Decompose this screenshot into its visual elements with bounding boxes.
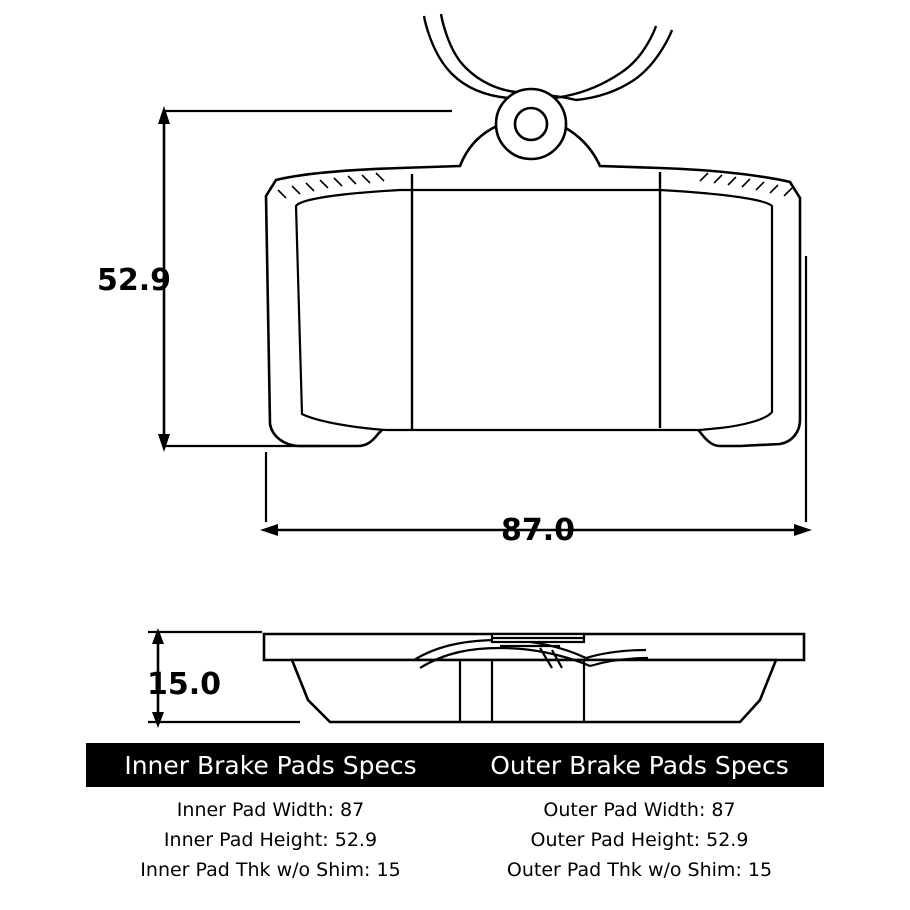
width-dimension-label: 87.0	[500, 513, 576, 548]
inner-pad-width: Inner Pad Width: 87	[176, 799, 365, 821]
outer-specs-header: Outer Brake Pads Specs	[490, 750, 789, 780]
outer-pad-width: Outer Pad Width: 87	[543, 799, 736, 821]
pad-side-view	[264, 634, 804, 722]
thickness-dimension-label: 15.0	[146, 667, 222, 702]
retaining-clip-icon	[424, 14, 672, 100]
height-dimension-label: 52.9	[96, 263, 172, 298]
inner-pad-height: Inner Pad Height: 52.9	[163, 829, 378, 851]
specs-columns	[86, 795, 824, 885]
inner-specs-header: Inner Brake Pads Specs	[124, 750, 417, 780]
inner-pad-thickness: Inner Pad Thk w/o Shim: 15	[140, 859, 401, 881]
outer-pad-height: Outer Pad Height: 52.9	[530, 829, 749, 851]
specs-header-bar	[86, 743, 824, 787]
center-hub-icon	[496, 89, 566, 159]
pad-face-view	[266, 14, 800, 446]
friction-material-block	[296, 190, 772, 430]
outer-specs-column	[455, 795, 824, 885]
inner-specs-column	[86, 795, 455, 885]
side-friction-block	[292, 660, 776, 722]
outer-pad-thickness: Outer Pad Thk w/o Shim: 15	[506, 859, 773, 881]
